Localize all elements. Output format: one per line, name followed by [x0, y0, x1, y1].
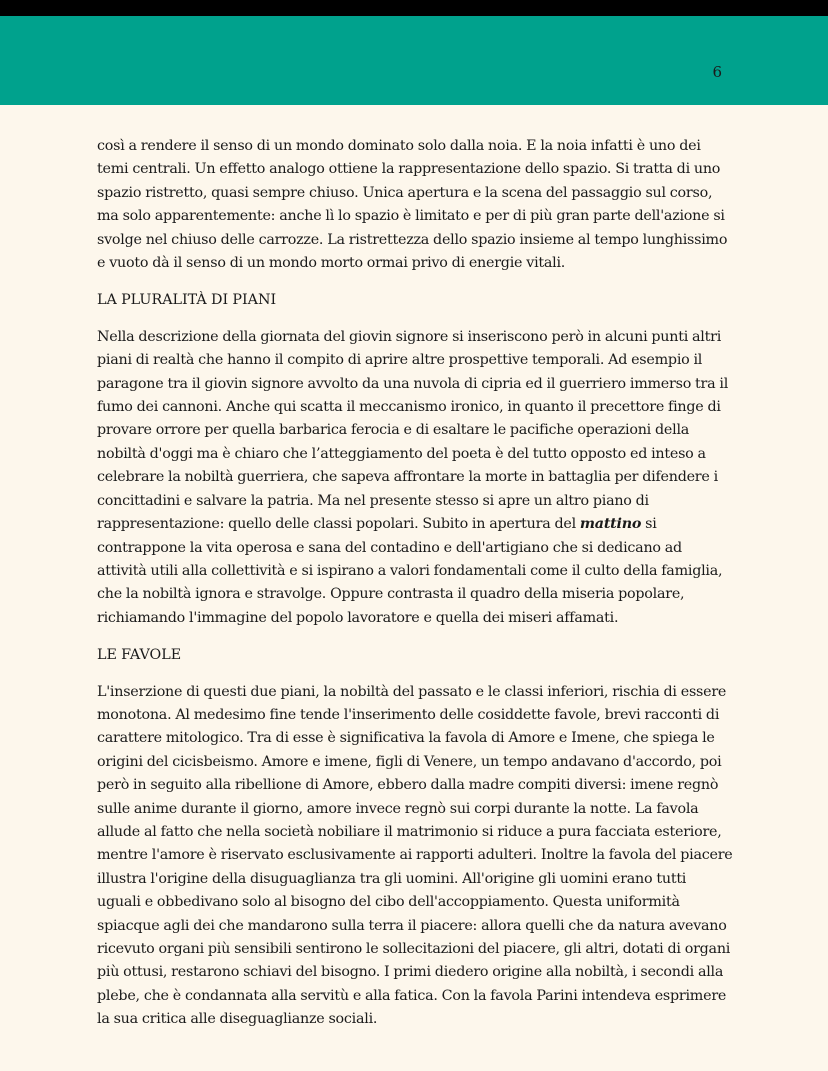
section-heading-pluralita: LA PLURALITÀ DI PIANI — [97, 291, 277, 308]
page-number: 6 — [712, 63, 722, 81]
page-header-band — [0, 16, 828, 105]
paragraph-pluralita — [97, 326, 733, 630]
paragraph-pluralita-part-a: Nella descrizione della giornata del giovin signore si inseriscono però in alcuni punti altri piani di realtà che hanno il compito di aprire altre prospettive temporali. Ad esempio il paragone tra il giovin signore avvolto da una nuvola di cipria ed il guerriero immerso tra il fumo dei cannoni. Anche qui scatta il meccanismo ironico, in quanto il precettore finge di provare orrore per quella barbarica ferocia e di esaltare le pacifiche operazioni della nobiltà d'oggi ma è chiaro che l’atteggiamento del poeta è del tutto opposto ed inteso a celebrare la nobiltà guerriera, che sapeva affrontare la morte in battaglia per difendere i concittadini e salvare la patria. Ma nel presente stesso si apre un altro piano di rappresentazione: quello delle classi popolari. Subito in apertura del — [97, 328, 729, 533]
top-black-bar — [0, 0, 828, 16]
page-body — [97, 135, 733, 1045]
paragraph-favole: L'inserzione di questi due piani, la nobiltà del passato e le classi inferiori, rischia di essere monotona. Al medesimo fine tende l'inserimento delle cosiddette favole, brevi racconti di carattere mitologico. Tra di esse è significativa la favola di Amore e Imene, che spiega le origini del cicisbeismo. Amore e imene, figli di Venere, un tempo andavano d'accordo, poi però in seguito alla ribellione di Amore, ebbero dalla madre compiti diversi: imene regnò sulle anime durante il giorno, amore invece regnò sui corpi durante la notte. La favola allude al fatto che nella società nobiliare il matrimonio si riduce a pura facciata esteriore, mentre l'amore è riservato esclusivamente ai rapporti adulteri. Inoltre la favola del piacere illustra l'origine della disuguaglianza tra gli uomini. All'origine gli uomini erano tutti uguali e obbedivano solo al bisogno del cibo dell'accoppiamento. Questa uniformità spiacque agli dei che mandarono sulla terra il piacere: allora quelli che da natura avevano ricevuto organi più sensibili sentirono le sollecitazioni del piacere, gli altri, dotati di organi più ottusi, restarono schiavi del bisogno. I primi diedero origine alla nobiltà, i secondi alla plebe, che è condannata alla servitù e alla fatica. Con la favola Parini intendeva esprimere la sua critica alle diseguaglianze sociali. — [97, 683, 733, 1028]
section-heading-favole: LE FAVOLE — [97, 646, 182, 663]
paragraph-intro: così a rendere il senso di un mondo dominato solo dalla noia. E la noia infatti è uno dei temi centrali. Un effetto analogo ottiene la rappresentazione dello spazio. Si tratta di uno spazio ristretto, quasi sempre chiuso. Unica apertura e la scena del passaggio sul corso, ma solo apparentemente: anche lì lo spazio è limitato e per di più gran parte dell'azione si svolge nel chiuso delle carrozze. La ristrettezza dello spazio insieme al tempo lunghissimo e vuoto dà il senso di un mondo morto ormai privo di energie vitali. — [97, 138, 728, 272]
emphasis-mattino: mattino — [579, 516, 642, 533]
paragraph-pluralita-part-b: si contrappone la vita operosa e sana del contadino e dell'artigiano che si dedicano ad attività utili alla collettività e si ispirano a valori fondamentali come il culto della famiglia, che la nobiltà ignora e stravolge. Oppure contrasta il quadro della miseria popolare, richiamando l'immagine del popolo lavoratore e quella dei miseri affamati. — [97, 516, 723, 626]
